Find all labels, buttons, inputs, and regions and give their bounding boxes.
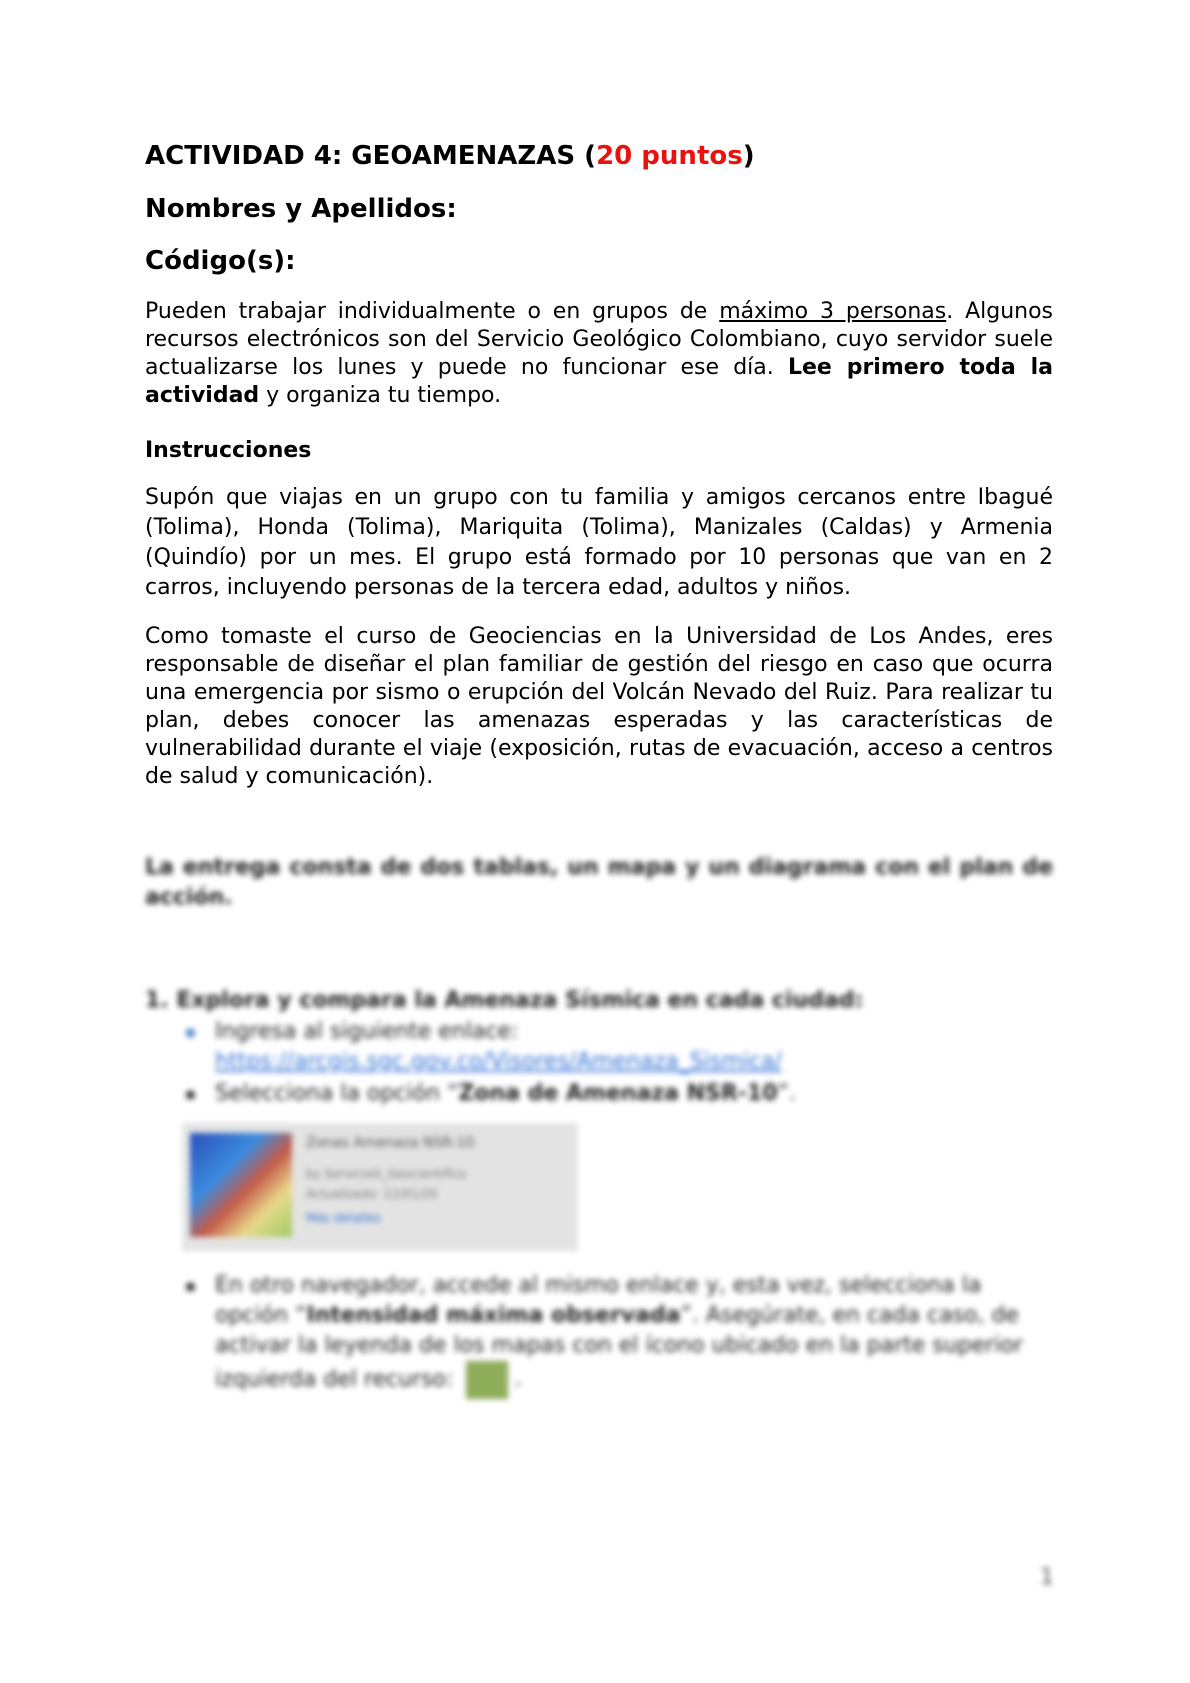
- task1-bullet-select: [185, 1079, 1053, 1109]
- title-suffix: ): [742, 141, 755, 171]
- names-label: Nombres y Apellidos:: [145, 193, 457, 224]
- task1-bullet3-prefix: En otro navegador, accede al mismo enlace y, esta vez, selecciona la opción “: [215, 1272, 982, 1328]
- activity-title: [145, 140, 1053, 173]
- intro-part1: Pueden trabajar individualmente o en grupos de: [145, 298, 720, 324]
- instructions-paragraph-2: Como tomaste el curso de Geociencias en la Universidad de Los Andes, eres responsable de diseñar el plan familiar de gestión del riesgo en caso que ocurra una emergencia por sismo o erupción del Volcán Nevado del Ruiz. Para realizar tu plan, debes conocer las amenazas esperadas y las características de vulnerabilidad durante el viaje (exposición, rutas de evacuación, acceso a centros de salud y comunicación).: [145, 623, 1053, 789]
- blurred-section: [145, 853, 1053, 1399]
- task1-bullet2-option: Zona de Amenaza NSR-10: [458, 1080, 778, 1106]
- task1-bullet3-option: Intensidad máxima observada: [306, 1302, 681, 1328]
- document-content: [145, 140, 1053, 1401]
- page-number: 1: [1040, 1565, 1054, 1590]
- task1-bullets-2: [145, 1271, 1053, 1399]
- sgc-link[interactable]: https://arcgis.sgc.gov.co/Visores/Amenaza_Sismica/: [215, 1048, 782, 1074]
- task1-bullet1-text: Ingresa al siguiente enlace:: [215, 1018, 519, 1044]
- delivery-statement: La entrega consta de dos tablas, un mapa y un diagrama con el plan de acción.: [145, 854, 1053, 910]
- map-thumbnail: [190, 1133, 292, 1237]
- intro-max-people: máximo 3 personas: [719, 298, 947, 324]
- legend-icon: [466, 1361, 508, 1399]
- task1-bullets: [145, 1017, 1053, 1109]
- task1-bullet-other-browser: [185, 1271, 1053, 1399]
- intro-read-first: Lee primero toda la actividad: [145, 354, 1053, 408]
- task1-bullet3-suffix: ”. Asegúrate, en cada caso, de activar la leyenda de los mapas con el ícono ubicado en la parte superior izquierda del recurso:: [215, 1302, 1023, 1392]
- task1-bullet2-prefix: Selecciona la opción “: [215, 1080, 459, 1106]
- task1-bullet-link: [185, 1017, 1053, 1077]
- instructions-paragraph-1: Supón que viajas en un grupo con tu familia y amigos cercanos entre Ibagué (Tolima), Honda (Tolima), Mariquita (Tolima), Manizales (Caldas) y Armenia (Quindío) por un mes. El grupo está formado por 10 personas que van en 2 carros, incluyendo personas de la tercera edad, adultos y niños.: [145, 484, 1053, 600]
- title-points: 20 puntos: [596, 141, 743, 171]
- map-card-title: Zonas Amenaza NSR-10: [306, 1134, 475, 1151]
- intro-part2: . Algunos recursos electrónicos son del Servicio Geológico Colombiano, cuyo servidor suele actualizarse los lunes y puede no funcionar ese día.: [145, 298, 1054, 380]
- task1-title: 1. Explora y compara la Amenaza Sísmica en cada ciudad:: [145, 987, 864, 1013]
- task1-bullet3-end: .: [514, 1366, 522, 1392]
- intro-paragraph: [145, 298, 1053, 410]
- map-card-updated: Actualizado: 12/01/20: [306, 1186, 438, 1201]
- map-card[interactable]: [182, 1123, 578, 1251]
- title-prefix: ACTIVIDAD 4: GEOAMENAZAS (: [145, 141, 597, 171]
- map-card-author: by ServicioG_Geocientifico: [306, 1166, 466, 1181]
- map-card-details-link[interactable]: Más detalles: [306, 1210, 382, 1225]
- intro-part3: y organiza tu tiempo.: [259, 382, 502, 408]
- task1-bullet2-suffix: ”.: [777, 1080, 796, 1106]
- instructions-heading: Instrucciones: [145, 437, 312, 463]
- code-label: Código(s):: [145, 246, 296, 276]
